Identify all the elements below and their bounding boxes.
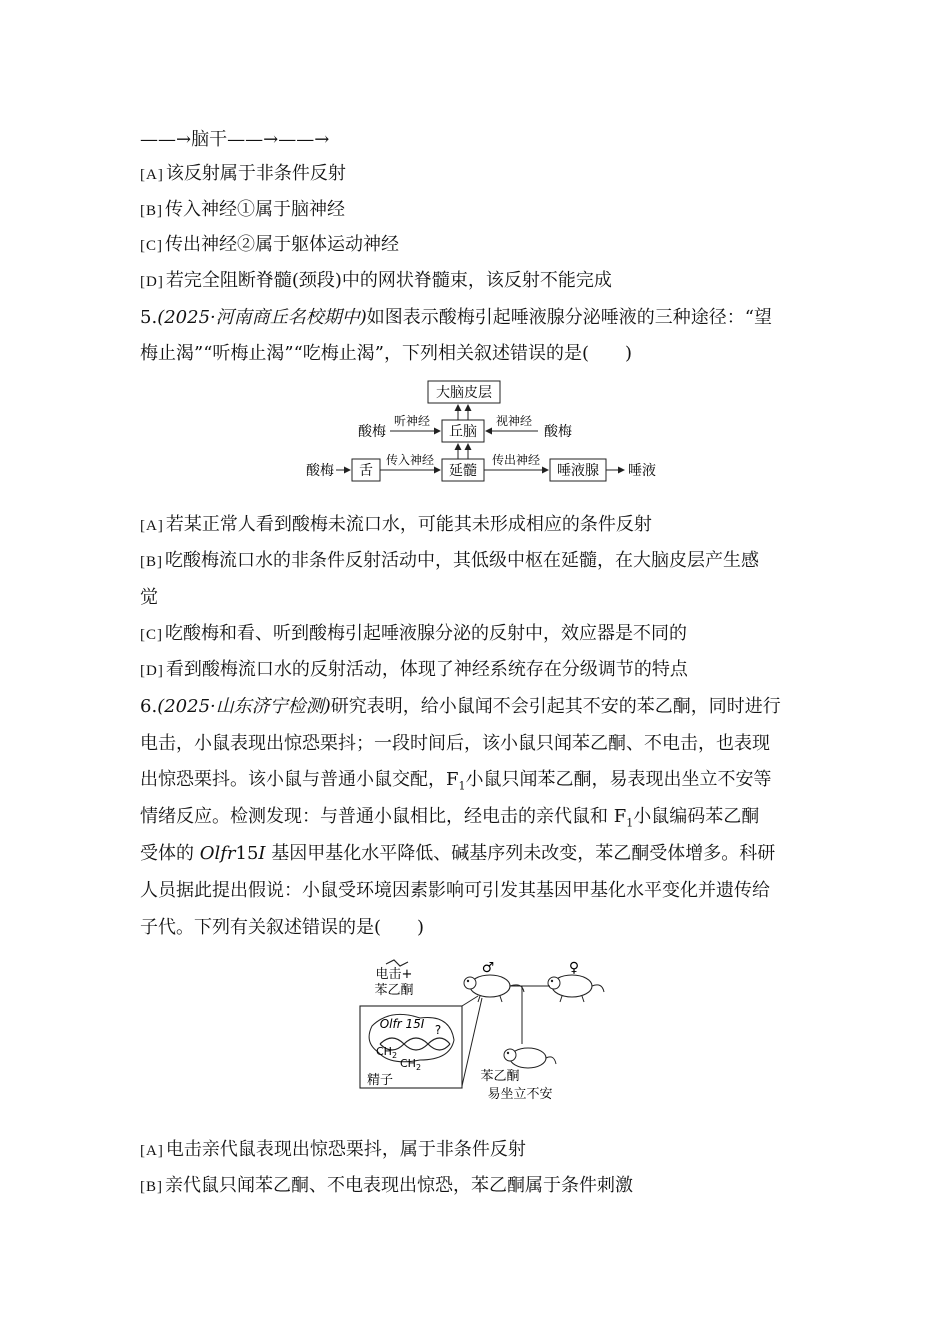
- sperm-label: 精子: [366, 1073, 394, 1088]
- flow-arrow-1: ——→: [140, 129, 192, 150]
- q4-option-b: [B] 传入神经①属于脑神经: [140, 199, 345, 220]
- shock-label-2: 苯乙酮: [374, 983, 414, 998]
- q6-stem-line5: 受体的 Olfr15I 基因甲基化水平降低、碱基序列未改变，苯乙酮受体增多。科研: [140, 843, 776, 864]
- q6-option-a: [A] 电击亲代鼠表现出惊恐栗抖，属于非条件反射: [140, 1139, 526, 1160]
- q4-option-c: [C] 传出神经②属于躯体运动神经: [140, 234, 399, 255]
- female-mouse-icon: [548, 975, 604, 1002]
- sour-plum-right: 酸梅: [544, 424, 572, 440]
- q6-stem-line2: 电击，小鼠表现出惊恐栗抖；一段时间后，该小鼠只闻苯乙酮、不电击，也表现: [140, 733, 770, 754]
- offspring-mouse-icon: [504, 1048, 556, 1068]
- offspring-label-2: 易坐立不安: [487, 1087, 553, 1102]
- flow-brainstem: 脑干——→: [191, 129, 279, 150]
- male-mouse-icon: [464, 975, 524, 1002]
- q6-option-b: [B] 亲代鼠只闻苯乙酮、不电表现出惊恐，苯乙酮属于条件刺激: [140, 1175, 633, 1196]
- gland-label: 唾液腺: [557, 463, 599, 479]
- q5-option-a: [A] 若某正常人看到酸梅未流口水，可能其未形成相应的条件反射: [140, 514, 652, 535]
- q5-source: (2025·河南商丘名校期中): [157, 307, 367, 328]
- q6-stem-line7: 子代。下列有关叙述错误的是( ): [140, 917, 425, 938]
- q6-number: 6.: [140, 696, 158, 717]
- q4-option-a: [A] 该反射属于非条件反射: [140, 163, 346, 184]
- thalamus-label: 丘脑: [449, 424, 477, 440]
- ch2-label-a: $CH_2$: [376, 1045, 398, 1060]
- q5-stem-line1: 5.(2025·河南商丘名校期中)如图表示酸梅引起唾液腺分泌唾液的三种途径：“望: [140, 307, 772, 328]
- saliva-label: 唾液: [628, 463, 656, 479]
- gene-label: Olfr 15I: [379, 1017, 425, 1031]
- male-symbol: ♂: [481, 960, 495, 976]
- q5-option-d: [D] 看到酸梅流口水的反射活动，体现了神经系统存在分级调节的特点: [140, 659, 688, 680]
- q5-option-c: [C] 吃酸梅和看、听到酸梅引起唾液腺分泌的反射中，效应器是不同的: [140, 623, 687, 644]
- medulla-label: 延髓: [449, 463, 477, 479]
- q6-stem-line4: 情绪反应。检测发现：与普通小鼠相比，经电击的亲代鼠和 $F_1$小鼠编码苯乙酮: [140, 806, 760, 830]
- q5-option-b: [B] 吃酸梅流口水的非条件反射活动中，其低级中枢在延髓，在大脑皮层产生感: [140, 550, 759, 571]
- shock-label-1: 电击+: [375, 967, 413, 982]
- offspring-label-1: 苯乙酮: [480, 1069, 520, 1084]
- q6-stem-line1: 6.(2025·山东济宁检测)研究表明，给小鼠闻不会引起其不安的苯乙酮，同时进行: [140, 696, 781, 717]
- q5-option-b-cont: 觉: [140, 587, 158, 608]
- tongue-label: 舌: [359, 463, 373, 479]
- flow-arrow-3: ——→: [278, 129, 330, 150]
- q6-source: (2025·山东济宁检测): [157, 696, 331, 717]
- afferent-nerve-label: 传入神经: [385, 453, 435, 467]
- shock-icon: [386, 960, 408, 966]
- top-flow-line: [140, 128, 329, 152]
- cortex-label: 大脑皮层: [436, 385, 492, 401]
- q4-option-d: [D] 若完全阻断脊髓(颈段)中的网状脊髓束，该反射不能完成: [140, 270, 612, 291]
- q6-stem-line6: 人员据此提出假说：小鼠受环境因素影响可引发其基因甲基化水平变化并遗传给: [140, 880, 770, 901]
- mouse-methylation-diagram: [350, 956, 610, 1106]
- gene-name: Olfr: [199, 843, 236, 864]
- question-mark: ?: [434, 1023, 442, 1037]
- sour-plum-bottom: 酸梅: [306, 463, 334, 479]
- ch2-label-b: $CH_2$: [400, 1057, 422, 1072]
- saliva-pathway-diagram: [290, 376, 680, 492]
- q6-stem-line3: 出惊恐栗抖。该小鼠与普通小鼠交配，$F_1$小鼠只闻苯乙酮，易表现出坐立不安等: [140, 769, 772, 793]
- female-symbol: ♀: [568, 960, 580, 976]
- q5-stem-line2: 梅止渴”“听梅止渴”“吃梅止渴”，下列相关叙述错误的是( ): [140, 343, 633, 364]
- optic-nerve-label: 视神经: [495, 414, 533, 428]
- auditory-nerve-label: 听神经: [393, 414, 431, 428]
- sour-plum-left: 酸梅: [358, 424, 386, 440]
- efferent-nerve-label: 传出神经: [491, 453, 541, 467]
- q5-number: 5.: [140, 307, 158, 328]
